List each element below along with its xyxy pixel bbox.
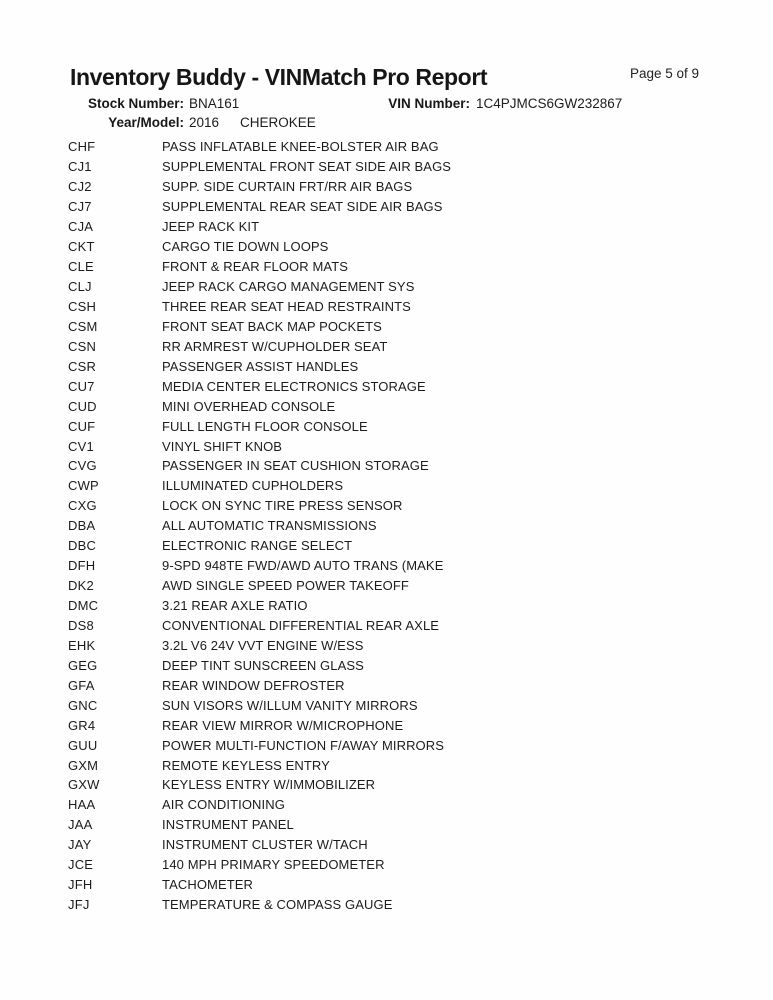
option-code: CJA (68, 219, 94, 235)
option-row (68, 197, 708, 217)
option-row (68, 835, 708, 855)
option-row (68, 177, 708, 197)
option-code: DFH (68, 558, 96, 574)
option-description: SUPPLEMENTAL FRONT SEAT SIDE AIR BAGS (162, 159, 452, 175)
option-description: ALL AUTOMATIC TRANSMISSIONS (162, 518, 377, 534)
option-row (68, 356, 708, 376)
option-description: 9-SPD 948TE FWD/AWD AUTO TRANS (MAKE (162, 558, 444, 574)
stock-number-value: BNA161 (189, 96, 240, 111)
option-row (68, 137, 708, 157)
option-code: JAA (68, 817, 93, 833)
option-code: DMC (68, 598, 99, 614)
option-row (68, 336, 708, 356)
option-code: GEG (68, 657, 98, 673)
option-row (68, 616, 708, 636)
option-code: CSM (68, 318, 98, 334)
option-description: PASS INFLATABLE KNEE-BOLSTER AIR BAG (162, 139, 439, 155)
option-code: CXG (68, 498, 97, 514)
page-number-indicator: Page 5 of 9 (630, 66, 700, 81)
option-description: ILLUMINATED CUPHOLDERS (162, 478, 344, 494)
option-row (68, 576, 708, 596)
vin-number-value: 1C4PJMCS6GW232867 (476, 96, 623, 111)
option-row (68, 476, 708, 496)
option-row (68, 695, 708, 715)
option-row (68, 596, 708, 616)
option-code: DBA (68, 518, 96, 534)
option-code: GNC (68, 697, 98, 713)
option-description: TACHOMETER (162, 877, 254, 893)
option-description: SUN VISORS W/ILLUM VANITY MIRRORS (162, 697, 418, 713)
option-code: CVG (68, 458, 97, 474)
option-description: POWER MULTI-FUNCTION F/AWAY MIRRORS (162, 737, 445, 753)
model-value: CHEROKEE (240, 115, 316, 130)
option-description: SUPPLEMENTAL REAR SEAT SIDE AIR BAGS (162, 199, 443, 215)
option-row (68, 217, 708, 237)
option-description: AIR CONDITIONING (162, 797, 285, 813)
option-code: GXW (68, 777, 100, 793)
option-description: PASSENGER IN SEAT CUSHION STORAGE (162, 458, 429, 474)
option-code: GUU (68, 737, 98, 753)
option-description: JEEP RACK KIT (162, 219, 260, 235)
option-row (68, 675, 708, 695)
option-description: FULL LENGTH FLOOR CONSOLE (162, 418, 368, 434)
option-description: RR ARMREST W/CUPHOLDER SEAT (162, 338, 388, 354)
option-description: KEYLESS ENTRY W/IMMOBILIZER (162, 777, 376, 793)
option-description: PASSENGER ASSIST HANDLES (162, 358, 359, 374)
option-code: JCE (68, 857, 94, 873)
option-row (68, 316, 708, 336)
option-description: INSTRUMENT PANEL (162, 817, 294, 833)
option-code: CV1 (68, 438, 94, 454)
option-code: GFA (68, 677, 95, 693)
option-code: DK2 (68, 578, 94, 594)
option-description: ELECTRONIC RANGE SELECT (162, 538, 353, 554)
option-description: JEEP RACK CARGO MANAGEMENT SYS (162, 279, 415, 295)
option-row (68, 855, 708, 875)
option-description: REAR WINDOW DEFROSTER (162, 677, 345, 693)
option-code: CHF (68, 139, 96, 155)
header-row-year-model (0, 115, 773, 130)
option-description: MINI OVERHEAD CONSOLE (162, 398, 336, 414)
option-code: CJ1 (68, 159, 92, 175)
option-row (68, 635, 708, 655)
option-row (68, 815, 708, 835)
option-row (68, 376, 708, 396)
year-model-label: Year/Model: (108, 115, 184, 130)
option-row (68, 257, 708, 277)
option-row (68, 496, 708, 516)
option-row (68, 895, 708, 915)
option-row (68, 416, 708, 436)
option-row (68, 775, 708, 795)
option-code: DS8 (68, 617, 94, 633)
header-row-stock-vin (0, 96, 773, 111)
option-description: FRONT & REAR FLOOR MATS (162, 259, 349, 275)
option-code: JFJ (68, 897, 90, 913)
option-code: EHK (68, 637, 96, 653)
option-row (68, 456, 708, 476)
option-code: HAA (68, 797, 96, 813)
option-code: GR4 (68, 717, 96, 733)
option-row (68, 755, 708, 775)
option-description: 3.21 REAR AXLE RATIO (162, 598, 308, 614)
option-description: LOCK ON SYNC TIRE PRESS SENSOR (162, 498, 403, 514)
options-list (68, 137, 708, 915)
option-code: CSN (68, 338, 97, 354)
option-description: DEEP TINT SUNSCREEN GLASS (162, 657, 364, 673)
option-row (68, 795, 708, 815)
option-description: 140 MPH PRIMARY SPEEDOMETER (162, 857, 385, 873)
option-description: AWD SINGLE SPEED POWER TAKEOFF (162, 578, 409, 594)
option-description: CONVENTIONAL DIFFERENTIAL REAR AXLE (162, 617, 440, 633)
option-row (68, 516, 708, 536)
option-code: JAY (68, 837, 92, 853)
option-description: MEDIA CENTER ELECTRONICS STORAGE (162, 378, 426, 394)
option-row (68, 715, 708, 735)
option-row (68, 436, 708, 456)
option-code: CUD (68, 398, 97, 414)
option-row (68, 735, 708, 755)
option-code: CWP (68, 478, 99, 494)
option-code: CLE (68, 259, 94, 275)
option-description: FRONT SEAT BACK MAP POCKETS (162, 318, 382, 334)
year-value: 2016 (189, 115, 220, 130)
stock-number-label: Stock Number: (87, 96, 184, 111)
option-row (68, 157, 708, 177)
option-row (68, 655, 708, 675)
option-code: GXM (68, 757, 99, 773)
option-row (68, 556, 708, 576)
option-row (68, 237, 708, 257)
option-description: REAR VIEW MIRROR W/MICROPHONE (162, 717, 404, 733)
option-description: THREE REAR SEAT HEAD RESTRAINTS (162, 298, 411, 314)
option-code: CSH (68, 298, 97, 314)
option-code: JFH (68, 877, 93, 893)
option-code: CJ2 (68, 179, 92, 195)
option-row (68, 536, 708, 556)
option-code: CSR (68, 358, 97, 374)
vin-number-label: VIN Number: (388, 96, 470, 111)
option-description: CARGO TIE DOWN LOOPS (162, 239, 329, 255)
option-code: DBC (68, 538, 97, 554)
option-code: CJ7 (68, 199, 92, 215)
option-description: INSTRUMENT CLUSTER W/TACH (162, 837, 368, 853)
page-title: Inventory Buddy - VINMatch Pro Report (70, 64, 488, 90)
option-description: TEMPERATURE & COMPASS GAUGE (162, 897, 393, 913)
option-code: CUF (68, 418, 96, 434)
option-code: CKT (68, 239, 95, 255)
option-code: CU7 (68, 378, 95, 394)
option-description: VINYL SHIFT KNOB (162, 438, 283, 454)
option-row (68, 297, 708, 317)
option-row (68, 277, 708, 297)
option-description: REMOTE KEYLESS ENTRY (162, 757, 330, 773)
option-row (68, 396, 708, 416)
option-code: CLJ (68, 279, 92, 295)
option-description: 3.2L V6 24V VVT ENGINE W/ESS (162, 637, 364, 653)
option-description: SUPP. SIDE CURTAIN FRT/RR AIR BAGS (162, 179, 413, 195)
option-row (68, 875, 708, 895)
